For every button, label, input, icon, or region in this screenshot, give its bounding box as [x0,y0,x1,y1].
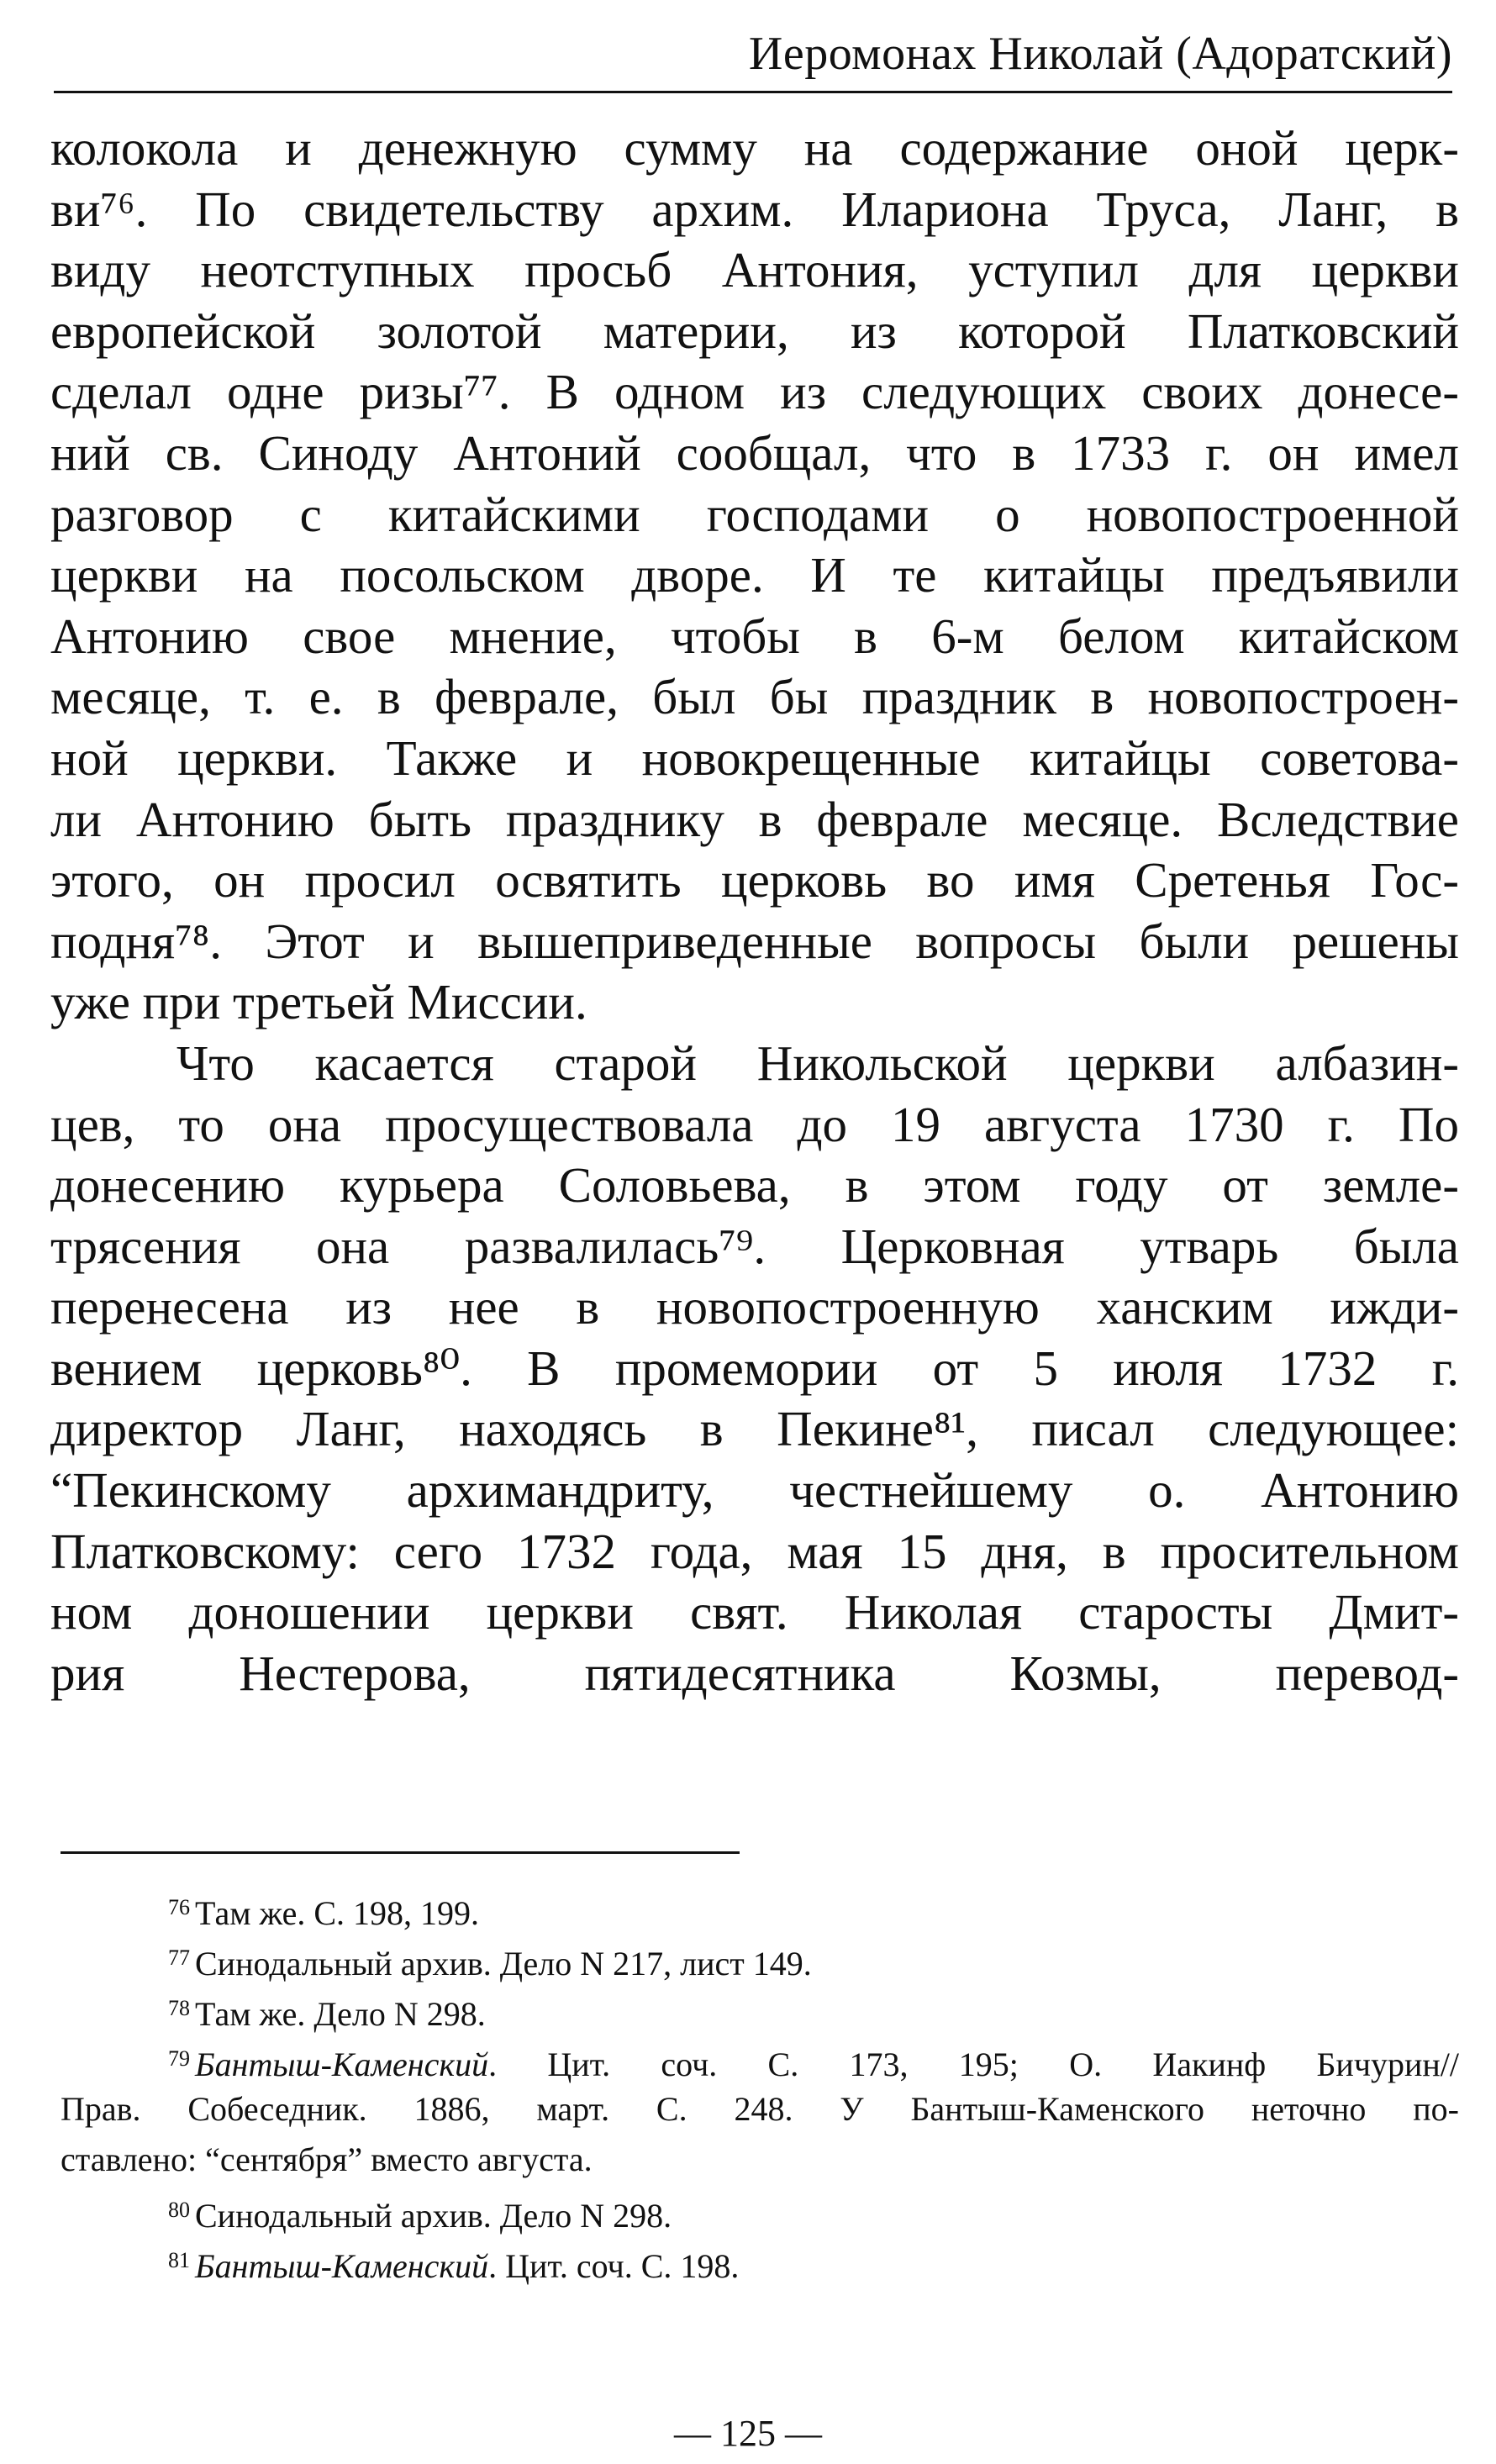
body-line: уже при третьей Миссии. [50,974,587,1030]
body-line: цев, то она просуществовала до 19 августа 1730 г. По [50,1096,1459,1152]
body-line: европейской золотой материи, из которой Платковский [50,303,1459,359]
footnote-number: 81 [168,2248,190,2272]
body-line: подня⁷⁸. Этот и вышеприведенные вопросы были решены [50,913,1459,969]
footnote-text: . Цит. соч. С. 198. [488,2247,740,2285]
running-head: Иеромонах Николай (Адоратский) [54,17,1452,93]
footnote-number: 77 [168,1945,190,1970]
footnote-text: Синодальный архив. Дело N 298. [195,2197,672,2235]
body-line: месяце, т. е. в феврале, был бы праздник в новопостроен- [50,669,1459,725]
main-text [50,118,1459,1703]
footnote-79-continued: ставлено: “сентября” вместо августа. [61,2140,593,2178]
footnote-number: 78 [168,1996,190,2020]
footnote-text: Там же. С. 198, 199. [195,1894,480,1932]
footnote-number: 79 [168,2046,190,2071]
body-line: трясения она развалилась⁷⁹. Церковная утварь была [50,1218,1459,1274]
body-line: ний св. Синоду Антоний сообщал, что в 1733 г. он имел [50,424,1459,481]
footnote-text: Синодальный архив. Дело N 217, лист 149. [195,1945,812,1982]
body-line: Антонию свое мнение, чтобы в 6-м белом китайском [50,608,1459,664]
body-line: ной церкви. Также и новокрещенные китайцы советова- [50,729,1459,786]
footnote-author: Бантыш-Каменский [195,2247,489,2285]
footnote-76 [61,1882,1459,1933]
body-line: директор Ланг, находясь в Пекине⁸¹, писал следующее: [50,1401,1459,1457]
body-line: “Пекинскому архимандриту, честнейшему о. Антонию [50,1462,1459,1519]
footnote-number: 76 [168,1895,190,1919]
body-line: рия Нестерова, пятидесятника Козмы, перевод- [50,1645,1459,1701]
footnote-79-continued: Прав. Собеседник. 1886, март. С. 248. У Бантыш-Каменского неточно по- [61,2090,1459,2128]
body-line: разговор с китайскими господами о новопостроенной [50,486,1459,542]
footnote-81 [61,2235,1459,2286]
footnote-77 [61,1933,1459,1983]
page-number: — 125 — [674,2413,822,2454]
body-line: колокола и денежную сумму на содержание оной церк- [50,120,1459,176]
body-line: виду неотступных просьб Антония, уступил для церкви [50,242,1459,298]
footnote-number: 80 [168,2198,190,2222]
body-line: ли Антонию быть празднику в феврале месяце. Вследствие [50,791,1459,847]
body-line: донесению курьера Соловьева, в этом году от земле- [50,1157,1459,1214]
footnote-text: . Цит. соч. С. 173, 195; О. Иакинф Бичурин// [488,2045,1459,2083]
footnotes [61,1882,1459,2286]
footnote-separator [61,1851,740,1854]
footnote-78 [61,1983,1459,2034]
body-line: вением церковь⁸⁰. В промемории от 5 июля 1732 г. [50,1340,1459,1396]
body-line: ном доношении церкви свят. Николая старосты Дмит- [50,1584,1459,1640]
body-line: Платковскому: сего 1732 года, мая 15 дня, в просительном [50,1523,1459,1579]
body-line: церкви на посольском дворе. И те китайцы предъявили [50,547,1459,603]
body-line: Что касается старой Никольской церкви албазин- [176,1035,1459,1091]
body-line: ви⁷⁶. По свидетельству архим. Илариона Труса, Ланг, в [50,181,1459,237]
footnote-text: Там же. Дело N 298. [195,1995,486,2033]
footnote-80 [61,2185,1459,2235]
body-line: этого, он просил освятить церковь во имя Сретенья Гос- [50,852,1459,908]
body-line: перенесена из нее в новопостроенную ханским ижди- [50,1279,1459,1335]
footnote-author: Бантыш-Каменский [195,2045,489,2083]
footnote-79 [61,2034,1459,2084]
body-line: сделал одне ризы⁷⁷. В одном из следующих своих донесе- [50,364,1459,420]
